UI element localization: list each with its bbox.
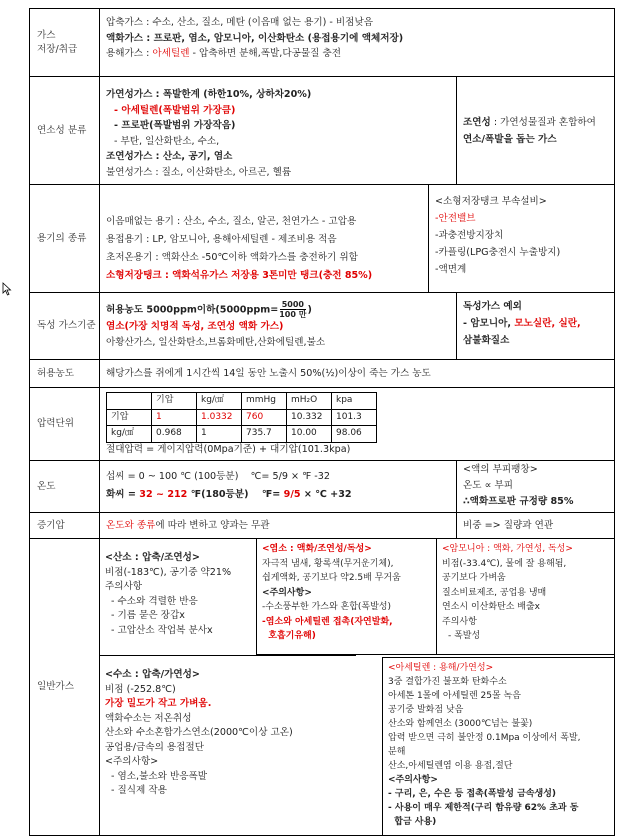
- acetylene-caution-line: - 구리, 은, 수은 등 접촉(폭발성 금속생성): [388, 789, 557, 799]
- label-storage: [30, 9, 100, 76]
- temperature-content: [100, 461, 456, 512]
- side-lead: 조연성: [463, 116, 491, 128]
- chlorine-caution: <주의사항>: [262, 587, 312, 598]
- container-content: [100, 185, 428, 292]
- acetylene-line: 아세톤 1몰에 아세틸렌 25몰 녹음: [388, 691, 521, 701]
- vapor-text: [106, 518, 270, 534]
- vapor-red: 온도와 종류: [106, 519, 156, 531]
- acetylene-line: 분해: [388, 747, 406, 757]
- acetylene-line: 압력 받으면 극히 불안정 0.1Mpa 이상에서 폭발,: [388, 733, 581, 743]
- hydrogen-line: 산소와 수소혼합가스연소(2000℃이상 고온): [105, 727, 293, 738]
- row-temperature: [30, 461, 614, 513]
- tank-accessories-title: <소형저장탱크 부속설비>: [435, 196, 547, 207]
- ammonia-title: <암모니아 : 액화, 가연성, 독성>: [442, 544, 573, 554]
- temperature-side: [456, 461, 614, 512]
- label-container: [30, 185, 100, 292]
- toxic-others: 아황산가스, 일산화탄소,브롬화메탄,산화에틸렌,불소: [106, 337, 326, 348]
- side-bold: 연소/폭발을 돕는 가스: [463, 133, 557, 145]
- pressure-row-kgcm2: [107, 426, 377, 443]
- ammonia-line: 공기보다 가벼움: [442, 573, 506, 583]
- ammonia-line: 비점(-33.4℃), 물에 잘 용해됨,: [442, 558, 567, 569]
- label-vapor: [30, 513, 100, 538]
- fahrenheit-line: [106, 486, 450, 504]
- ammonia-line: 질소비료제조, 공업용 냉매: [442, 587, 547, 598]
- pressure-header-cell: 기압: [152, 393, 197, 410]
- ammonia-line: 연소시 이산화탄소 배출x: [442, 602, 540, 612]
- vapor-content: [100, 513, 456, 538]
- pressure-cell: 1.0332: [197, 409, 242, 426]
- side-text: : 가연성물질과 혼합하여: [490, 116, 596, 128]
- label-toxic: [30, 293, 100, 359]
- container-line-welded: 용접용기 : LP, 암모니아, 용해아세틸렌 - 제조비용 적음: [106, 234, 337, 245]
- acetylene-line: 공기중 발화점 낮음: [388, 705, 464, 715]
- row-vapor: [30, 513, 614, 539]
- row-pressure: [30, 388, 614, 461]
- label-pressure: [30, 388, 100, 460]
- fraction-numerator: 5000: [281, 300, 304, 309]
- expansion-title: <액의 부피팽창>: [463, 464, 538, 475]
- allowed-content: [100, 360, 614, 387]
- pressure-cell: kg/㎠: [107, 426, 152, 443]
- label-container-text: 용기의 종류: [37, 232, 87, 244]
- ammonia-box: [436, 539, 614, 655]
- f-post: × ℃ +32: [300, 489, 352, 500]
- row-container: [30, 185, 614, 293]
- toxic-content: [100, 293, 456, 359]
- pressure-cell: 10.332: [287, 409, 332, 426]
- pressure-cell: 1: [197, 426, 242, 443]
- container-line-small-tank: 소형저장탱크 : 액화석유가스 저장용 3톤미만 탱크(충전 85%): [106, 270, 373, 281]
- gas-summary-table: [29, 8, 615, 836]
- toxic-fraction: [279, 300, 306, 319]
- label-temperature-text: 온도: [37, 480, 56, 492]
- hydrogen-line: 공업용/금속의 용접절단: [105, 741, 204, 753]
- label-general-text: 일반가스: [37, 681, 75, 692]
- acetylene-line: 산소,아세틸렌염 이용 용접,절단: [388, 761, 513, 771]
- toxic-exception-title: 독성가스 예외: [463, 301, 522, 312]
- toxic-limit-pre: 허용농도 5000ppm이하(5000ppm=: [106, 304, 279, 316]
- toxic-limit-post: ): [307, 304, 312, 316]
- label-allowed-text: 허용농도: [37, 367, 75, 379]
- tank-item-overfill: -과충전방지장치: [435, 230, 504, 241]
- nonflammable-gas: 불연성가스 : 질소, 이산화탄소, 아르곤, 헬륨: [106, 166, 292, 178]
- hydrogen-line: 액화수소는 저온취성: [105, 712, 192, 724]
- hydrogen-line: - 염소,불소와 반응폭발: [111, 770, 208, 782]
- row-allowed: [30, 360, 614, 388]
- label-combustion-text: 연소성 분류: [37, 124, 87, 136]
- label-temperature: [30, 461, 100, 512]
- hydrogen-line: <주의사항>: [105, 756, 159, 767]
- vapor-post: 에 따라 변하고 양과는 무관: [155, 519, 270, 531]
- container-line-cryogenic: 초저온용기 : 액화산소 -50℃이하 액화가스를 충전하기 위함: [106, 252, 358, 263]
- pressure-cell: 1: [152, 409, 197, 426]
- allowed-text: 해당가스를 쥐에게 1시간씩 14일 동안 노출시 50%(½)이상이 죽는 가스 농도: [106, 367, 431, 379]
- hydrogen-box: [100, 655, 356, 835]
- toxic-limit: [106, 300, 450, 319]
- label-general: [30, 539, 100, 835]
- acetylene-title: <아세틸렌 : 용해/가연성>: [388, 663, 494, 673]
- toxic-chlorine: 염소(가장 치명적 독성, 조연성 액화 가스): [106, 321, 284, 332]
- storage-line-liquefied: [106, 31, 608, 47]
- expansion-propane: ∴액화프로판 규정량 85%: [463, 496, 574, 507]
- flammable-item-acetylene: - 아세틸렌(폭발범위 가장큼): [114, 104, 236, 116]
- oxygen-title: <산소 : 압축/조연성>: [105, 552, 200, 563]
- tank-item-level-gauge: -액면계: [435, 264, 467, 275]
- pressure-row-atm: [107, 409, 377, 426]
- specific-gravity-note: 비중 => 질량과 연관: [463, 519, 554, 531]
- pressure-content: [100, 388, 614, 460]
- pressure-header-cell: mH₂O: [287, 393, 332, 410]
- pressure-table: [106, 392, 377, 443]
- container-side: [428, 185, 614, 292]
- row-general: [30, 539, 614, 835]
- storage-line-compressed: 압축가스 : 수소, 산소, 질소, 메탄 (이음매 없는 용기) - 비점낮음: [106, 17, 373, 28]
- flammable-item-others: - 부탄, 일산화탄소, 수소,: [114, 135, 220, 147]
- toxic-exception-line: [463, 315, 608, 332]
- f-ratio: 9/5: [283, 489, 301, 500]
- oxygen-box: [100, 539, 256, 655]
- pressure-cell: 760: [242, 409, 287, 426]
- row-storage: [30, 9, 614, 77]
- toxic-exception-red: 모노실란, 실란,: [514, 318, 581, 329]
- storage-content: [100, 9, 614, 76]
- flammable-item-propane: - 프로판(폭발범위 가장작음): [114, 120, 236, 131]
- toxic-side: [456, 293, 614, 359]
- flammable-title: 가연성가스 : 폭발한계 (하한10%, 상하차20%): [106, 89, 312, 100]
- tank-item-safety-valve: -안전밸브: [435, 213, 476, 224]
- chlorine-line: 쉽게액화, 공기보다 약2.5배 무거움: [262, 573, 401, 583]
- label-storage-text: 가스 저장/취급: [37, 29, 78, 55]
- acetylene-line: 산소와 함께연소 (3000℃넘는 불꽃): [388, 719, 533, 729]
- ammonia-line: - 폭발성: [448, 631, 481, 641]
- hydrogen-line: - 질식제 작용: [111, 785, 167, 796]
- expansion-rule: 온도 ∝ 부피: [463, 480, 514, 491]
- acetylene-box: [382, 657, 614, 835]
- tank-item-coupling: -카플링(LPG충전시 누출방지): [435, 247, 561, 258]
- row-toxic: [30, 293, 614, 360]
- absolute-pressure-note: 절대압력 = 게이지압력(0Mpa기준) + 대기압(101.3kpa): [106, 444, 351, 455]
- storage-line-dissolved: [106, 46, 608, 62]
- pressure-cell: 10.00: [287, 426, 332, 443]
- chlorine-line: 자극적 냄새, 황록색(무거운기체),: [262, 558, 394, 569]
- pressure-header-cell: kpa: [332, 393, 377, 410]
- chlorine-title: <염소 : 액화/조연성/독성>: [262, 544, 372, 554]
- pressure-cell: 101.3: [332, 409, 377, 426]
- pressure-cell: 기압: [107, 409, 152, 426]
- chlorine-line: -수소풍부한 가스와 혼합(폭발성): [262, 602, 392, 612]
- row-combustion: [30, 77, 614, 185]
- pressure-header-cell: kg/㎠: [197, 393, 242, 410]
- supporting-gas: 조연성가스 : 산소, 공기, 염소: [106, 151, 233, 162]
- hydrogen-line: 비점 (-252.8℃): [105, 683, 176, 695]
- acetylene-line: 3중 결합가진 불포화 탄화수소: [388, 677, 507, 687]
- oxygen-line: - 수소와 격렬한 반응: [111, 595, 198, 607]
- pressure-cell: 0.968: [152, 426, 197, 443]
- celsius-line: 섭씨 = 0 ~ 100 ℃ (100등분) ℃= 5/9 × ℉ -32: [106, 471, 330, 482]
- storage-liquefied-text: 액화가스 : 프로판, 염소, 암모니아, 이산화탄소 (용접용기에 액체저장): [106, 32, 404, 44]
- pressure-cell: 735.7: [242, 426, 287, 443]
- label-combustion: [30, 77, 100, 184]
- oxygen-line: - 고압산소 작업복 분사x: [111, 624, 213, 636]
- label-allowed: [30, 360, 100, 387]
- hydrogen-title: <수소 : 압축/가연성>: [105, 669, 200, 680]
- pressure-header-cell: [107, 393, 152, 410]
- pressure-cell: 98.06: [332, 426, 377, 443]
- f-mid: ℉(180등분) ℉=: [187, 489, 284, 500]
- vapor-side: [456, 513, 614, 538]
- container-line-seamless: 이음매없는 용기 : 산소, 수소, 질소, 알곤, 천연가스 - 고압용: [106, 216, 357, 227]
- hydrogen-lightest: 가장 밀도가 작고 가벼움.: [105, 698, 212, 709]
- combustion-side-text: [463, 114, 608, 148]
- fraction-denominator: 100 만: [279, 310, 307, 319]
- mouse-pointer-icon: [2, 282, 12, 296]
- acetylene-caution-line: - 사용이 매우 제한적(구리 함유량 62% 초과 동: [388, 803, 579, 813]
- chlorine-red-line: -염소와 아세틸렌 접촉(자연발화,: [262, 616, 393, 627]
- f-pre: 화씨 =: [106, 489, 140, 500]
- toxic-exception-post: 삼불화질소: [463, 335, 510, 346]
- label-vapor-text: 증기압: [37, 519, 65, 531]
- chlorine-box: [256, 539, 436, 655]
- f-range: 32 ~ 212: [139, 489, 188, 500]
- ammonia-line: 주의사항: [442, 616, 477, 627]
- label-toxic-text: 독성 가스기준: [37, 320, 96, 331]
- oxygen-line: 주의사항: [105, 581, 143, 592]
- oxygen-line: - 기름 묻은 장갑x: [111, 610, 185, 621]
- acetylene-caution-line: 합금 사용): [388, 817, 437, 827]
- oxygen-line: 비점(-183℃), 공기중 약21%: [105, 566, 232, 578]
- label-pressure-text: 압력단위: [37, 418, 75, 429]
- dissolved-lead: 용해가스 :: [106, 48, 153, 59]
- pressure-header-row: [107, 393, 377, 410]
- dissolved-acetylene: 아세틸렌: [152, 48, 190, 59]
- combustion-side: [456, 77, 614, 184]
- dissolved-tail: - 압축하면 분해,폭발,다공물질 충전: [189, 48, 341, 59]
- combustion-content: [100, 77, 456, 184]
- pressure-header-cell: mmHg: [242, 393, 287, 410]
- toxic-exception-pre: - 암모니아,: [463, 318, 515, 329]
- chlorine-red-line: 호흡기유해): [262, 631, 316, 641]
- acetylene-caution: <주의사항>: [388, 775, 438, 785]
